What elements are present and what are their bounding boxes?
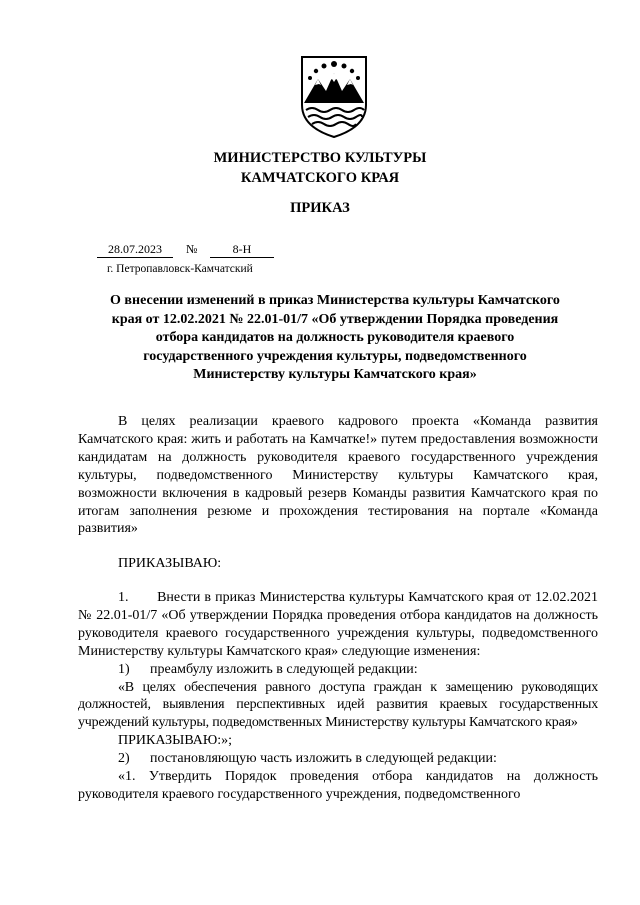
subject-line-5: Министерству культуры Камчатского края»: [193, 367, 477, 383]
ministry-line-2: КАМЧАТСКОГО КРАЯ: [240, 170, 400, 186]
sub-item-1-number: 1): [118, 661, 130, 677]
number-sign: №: [186, 242, 198, 256]
subject-line-1: О внесении изменений в приказ Министерства культуры Камчатского: [110, 293, 560, 308]
order-date: 28.07.2023: [97, 243, 173, 258]
order-title: ПРИКАЗ: [290, 200, 350, 216]
item-1-text: Внести в приказ Министерства культуры Камчатского края от 12.02.2021 № 22.01-01/7 «Об утверждении Порядка проведения отбора кандидатов на должность руководителя краевого государственного учреждения культуры, подведомственного Министерству культуры Камчатского края» следующие изменения:: [78, 590, 599, 659]
sub-item-2-number: 2): [118, 751, 130, 767]
preamble-paragraph: В целях реализации краевого кадрового проекта «Команда развития Камчатского края: жить и работать на Камчатке!» путем предоставления возможности кандидатам на должность руководителя краевого государственного учреждения культуры, подведомственного Министерству культуры Камчатского края, возможности включения в кадровый резерв Команды развития Камчатского края по итогам заполнения резюме и прохождения тестирования на портале «Команда развития»: [78, 414, 598, 537]
city: г. Петропавловск-Камчатский: [107, 263, 253, 275]
order-number: 8-Н: [210, 243, 274, 258]
sub-item-2-text: постановляющую часть изложить в следующей редакции:: [150, 751, 497, 767]
coat-of-arms-emblem: [298, 55, 370, 139]
ministry-name: [0, 148, 640, 188]
sub-item-1: [78, 661, 598, 679]
order-items: [78, 589, 598, 804]
subject-line-2: края от 12.02.2021 № 22.01-01/7 «Об утверждении Порядка проведения: [111, 311, 559, 327]
order-subject: [70, 292, 600, 385]
subject-line-3: отбора кандидатов на должность руководителя краевого: [155, 330, 515, 346]
item-1: [78, 589, 598, 661]
quote-2: «1. Утвердить Порядок проведения отбора кандидатов на должность руководителя краевого государственного учреждения, подведомственного: [78, 769, 598, 802]
quote-1-end: ПРИКАЗЫВАЮ:»;: [118, 733, 233, 749]
subject-line-4: государственного учреждения культуры, подведомственного: [143, 348, 527, 364]
item-1-number: 1.: [118, 590, 129, 605]
ministry-line-1: МИНИСТЕРСТВО КУЛЬТУРЫ: [213, 150, 427, 166]
prikazyvayu-heading: ПРИКАЗЫВАЮ:: [118, 556, 222, 571]
sub-item-2: [78, 750, 598, 768]
quote-1: «В целях обеспечения равного доступа граждан к замещению руководящих должностей, выявления перспективных идей развития краевых государственных учреждений культуры, подведомственных Министерству культуры Камчатского края»: [78, 679, 598, 731]
sub-item-1-text: преамбулу изложить в следующей редакции:: [150, 661, 418, 677]
